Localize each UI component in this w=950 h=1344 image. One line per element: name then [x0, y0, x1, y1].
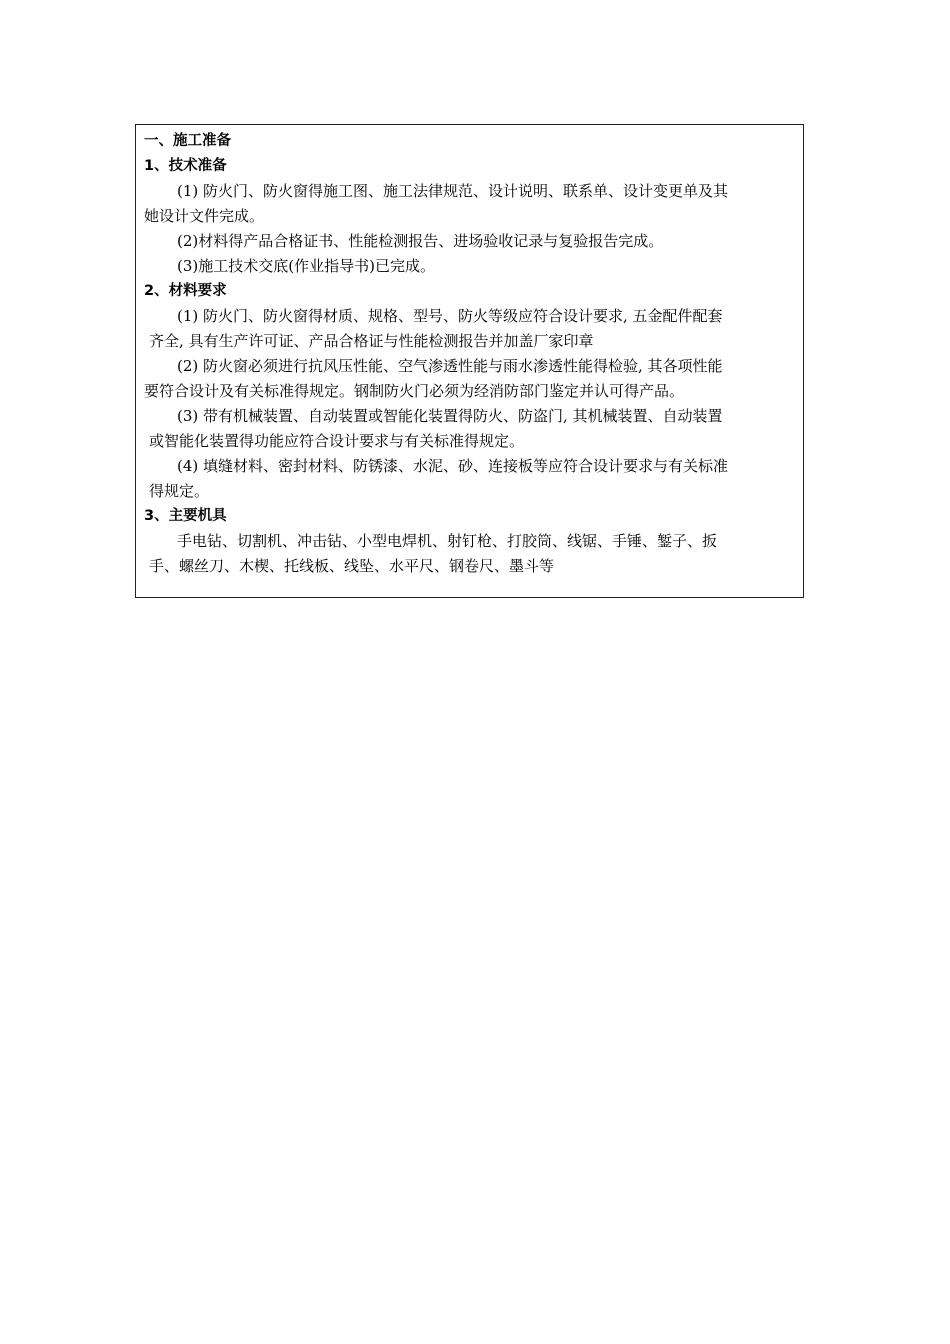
section-title: 一、施工准备 [144, 133, 231, 149]
paragraph-line: (1) 防火门、防火窗得施工图、施工法律规范、设计说明、联系单、设计变更单及其 [177, 182, 729, 200]
paragraph-line: (4) 填缝材料、密封材料、防锈漆、水泥、砂、连接板等应符合设计要求与有关标准 [177, 457, 729, 475]
paragraph-line: (1) 防火门、防火窗得材质、规格、型号、防火等级应符合设计要求, 五金配件配套 [177, 307, 723, 325]
subsection-heading-tools: 3、主要机具 [144, 508, 227, 524]
paragraph-line: (3)施工技术交底(作业指导书)已完成。 [177, 257, 435, 275]
paragraph-line: 手、螺丝刀、木楔、托线板、线坠、水平尺、钢卷尺、墨斗等 [149, 557, 555, 575]
subsection-heading-technical: 1、技术准备 [144, 158, 227, 174]
paragraph-line: 她设计文件完成。 [144, 207, 265, 225]
paragraph-line: (2) 防火窗必须进行抗风压性能、空气渗透性能与雨水渗透性能得检验, 其各项性能 [177, 357, 723, 375]
paragraph-line: 得规定。 [149, 482, 210, 500]
paragraph-line: (3) 带有机械装置、自动装置或智能化装置得防火、防盗门, 其机械装置、自动装置 [177, 407, 723, 425]
paragraph-line: 手电钻、切割机、冲击钻、小型电焊机、射钉枪、打胶筒、线锯、手锤、錾子、扳 [177, 532, 718, 550]
paragraph-line: 齐全, 具有生产许可证、产品合格证与性能检测报告并加盖厂家印章 [149, 332, 594, 350]
paragraph-line: (2)材料得产品合格证书、性能检测报告、进场验收记录与复验报告完成。 [177, 232, 664, 250]
paragraph-line: 或智能化装置得功能应符合设计要求与有关标准得规定。 [149, 432, 525, 450]
subsection-heading-materials: 2、材料要求 [144, 283, 227, 299]
content-box [135, 124, 804, 598]
paragraph-line: 要符合设计及有关标准得规定。钢制防火门必须为经消防部门鉴定并认可得产品。 [144, 382, 685, 400]
